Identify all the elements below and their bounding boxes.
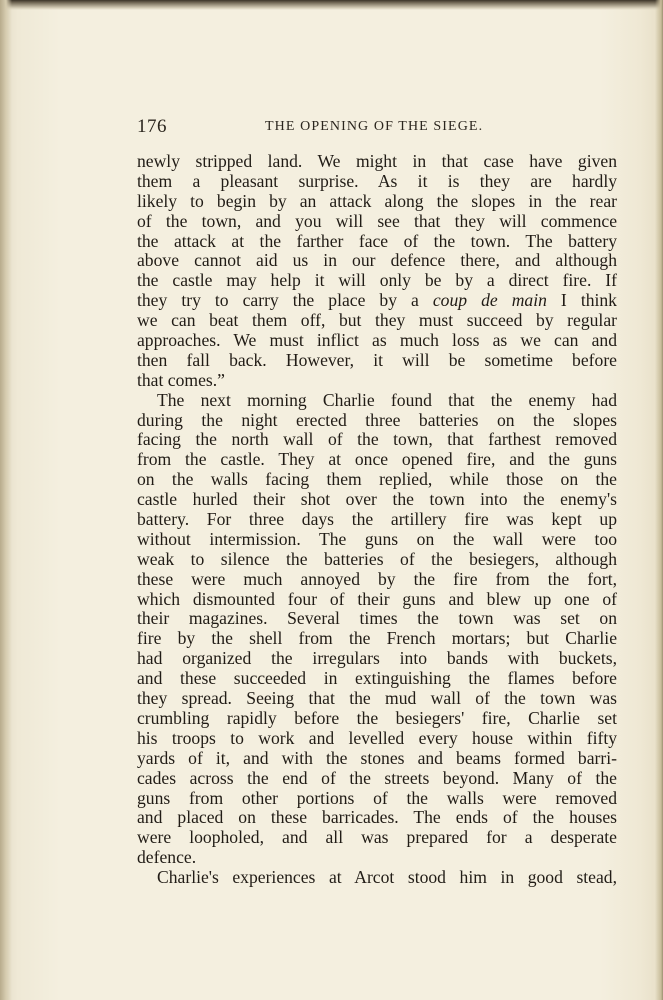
text-line: the castle may help it will only be by a direct fire. If xyxy=(137,270,617,291)
text-line: during the night erected three batteries on the slopes xyxy=(137,409,617,430)
text-line: fire by the shell from the French mortars; but Charlie xyxy=(137,628,617,649)
text-line: were loopholed, and all was prepared for a desperate xyxy=(137,827,617,848)
running-title: THE OPENING OF THE SIEGE. xyxy=(265,119,484,134)
text-line: then fall back. However, it will be sometime before xyxy=(137,349,617,370)
text-line: on the walls facing them replied, while those on the xyxy=(137,469,617,490)
text-line: castle hurled their shot over the town into the enemy's xyxy=(137,489,617,510)
running-header xyxy=(137,114,617,142)
page-top-shadow xyxy=(0,0,663,10)
text-line: newly stripped land. We might in that case have given xyxy=(137,151,617,171)
text-line: guns from other portions of the walls were removed xyxy=(137,787,617,808)
page-right-edge xyxy=(655,0,663,1000)
text-line: above cannot aid us in our defence there, and although xyxy=(137,250,617,271)
text-line: we can beat them off, but they must succeed by regular xyxy=(137,310,617,331)
text-line: the attack at the farther face of the town. The battery xyxy=(137,230,617,251)
text-line: battery. For three days the artillery fire was kept up xyxy=(137,509,617,530)
page-binding-gutter xyxy=(0,0,12,1000)
text-line: Charlie's experiences at Arcot stood him in good stead, xyxy=(157,867,617,888)
text-line: had organized the irregulars into bands with buckets, xyxy=(137,648,617,669)
text-line: they spread. Seeing that the mud wall of the town was xyxy=(137,688,617,709)
text-line: these were much annoyed by the fire from the fort, xyxy=(137,568,617,589)
text-line: cades across the end of the streets beyond. Many of the xyxy=(137,767,617,788)
italic-phrase: coup de main xyxy=(432,290,547,311)
text-line: his troops to work and levelled every house within fifty xyxy=(137,727,617,748)
text-segment: they try to carry the place by a xyxy=(137,290,433,311)
text-line: their magazines. Several times the town was set on xyxy=(137,608,617,629)
text-line: without intermission. The guns on the wall were too xyxy=(137,528,617,549)
text-line: which dismounted four of their guns and blew up one of xyxy=(137,588,617,609)
text-line: defence. xyxy=(137,847,197,868)
text-line: and these succeeded in extinguishing the flames before xyxy=(137,668,617,689)
text-line: crumbling rapidly before the besiegers' fire, Charlie set xyxy=(137,707,617,728)
text-line: weak to silence the batteries of the besiegers, although xyxy=(137,548,617,569)
text-line: likely to begin by an attack along the slopes in the rear xyxy=(137,190,617,211)
text-line: approaches. We must inflict as much loss as we can and xyxy=(137,330,617,351)
text-line: The next morning Charlie found that the enemy had xyxy=(157,389,617,410)
text-line: of the town, and you will see that they will commence xyxy=(137,210,617,231)
text-line: that comes.” xyxy=(137,369,225,390)
text-line xyxy=(137,291,617,311)
text-line: and placed on these barricades. The ends of the houses xyxy=(137,807,617,828)
text-line: them a pleasant surprise. As it is they are hardly xyxy=(137,170,617,191)
text-segment: I think xyxy=(546,290,617,311)
text-line: from the castle. They at once opened fire, and the guns xyxy=(137,449,617,470)
body-text xyxy=(137,152,617,888)
text-line: yards of it, and with the stones and beams formed barri- xyxy=(137,747,617,768)
text-line: facing the north wall of the town, that farthest removed xyxy=(137,429,617,450)
page-number: 176 xyxy=(137,116,167,137)
